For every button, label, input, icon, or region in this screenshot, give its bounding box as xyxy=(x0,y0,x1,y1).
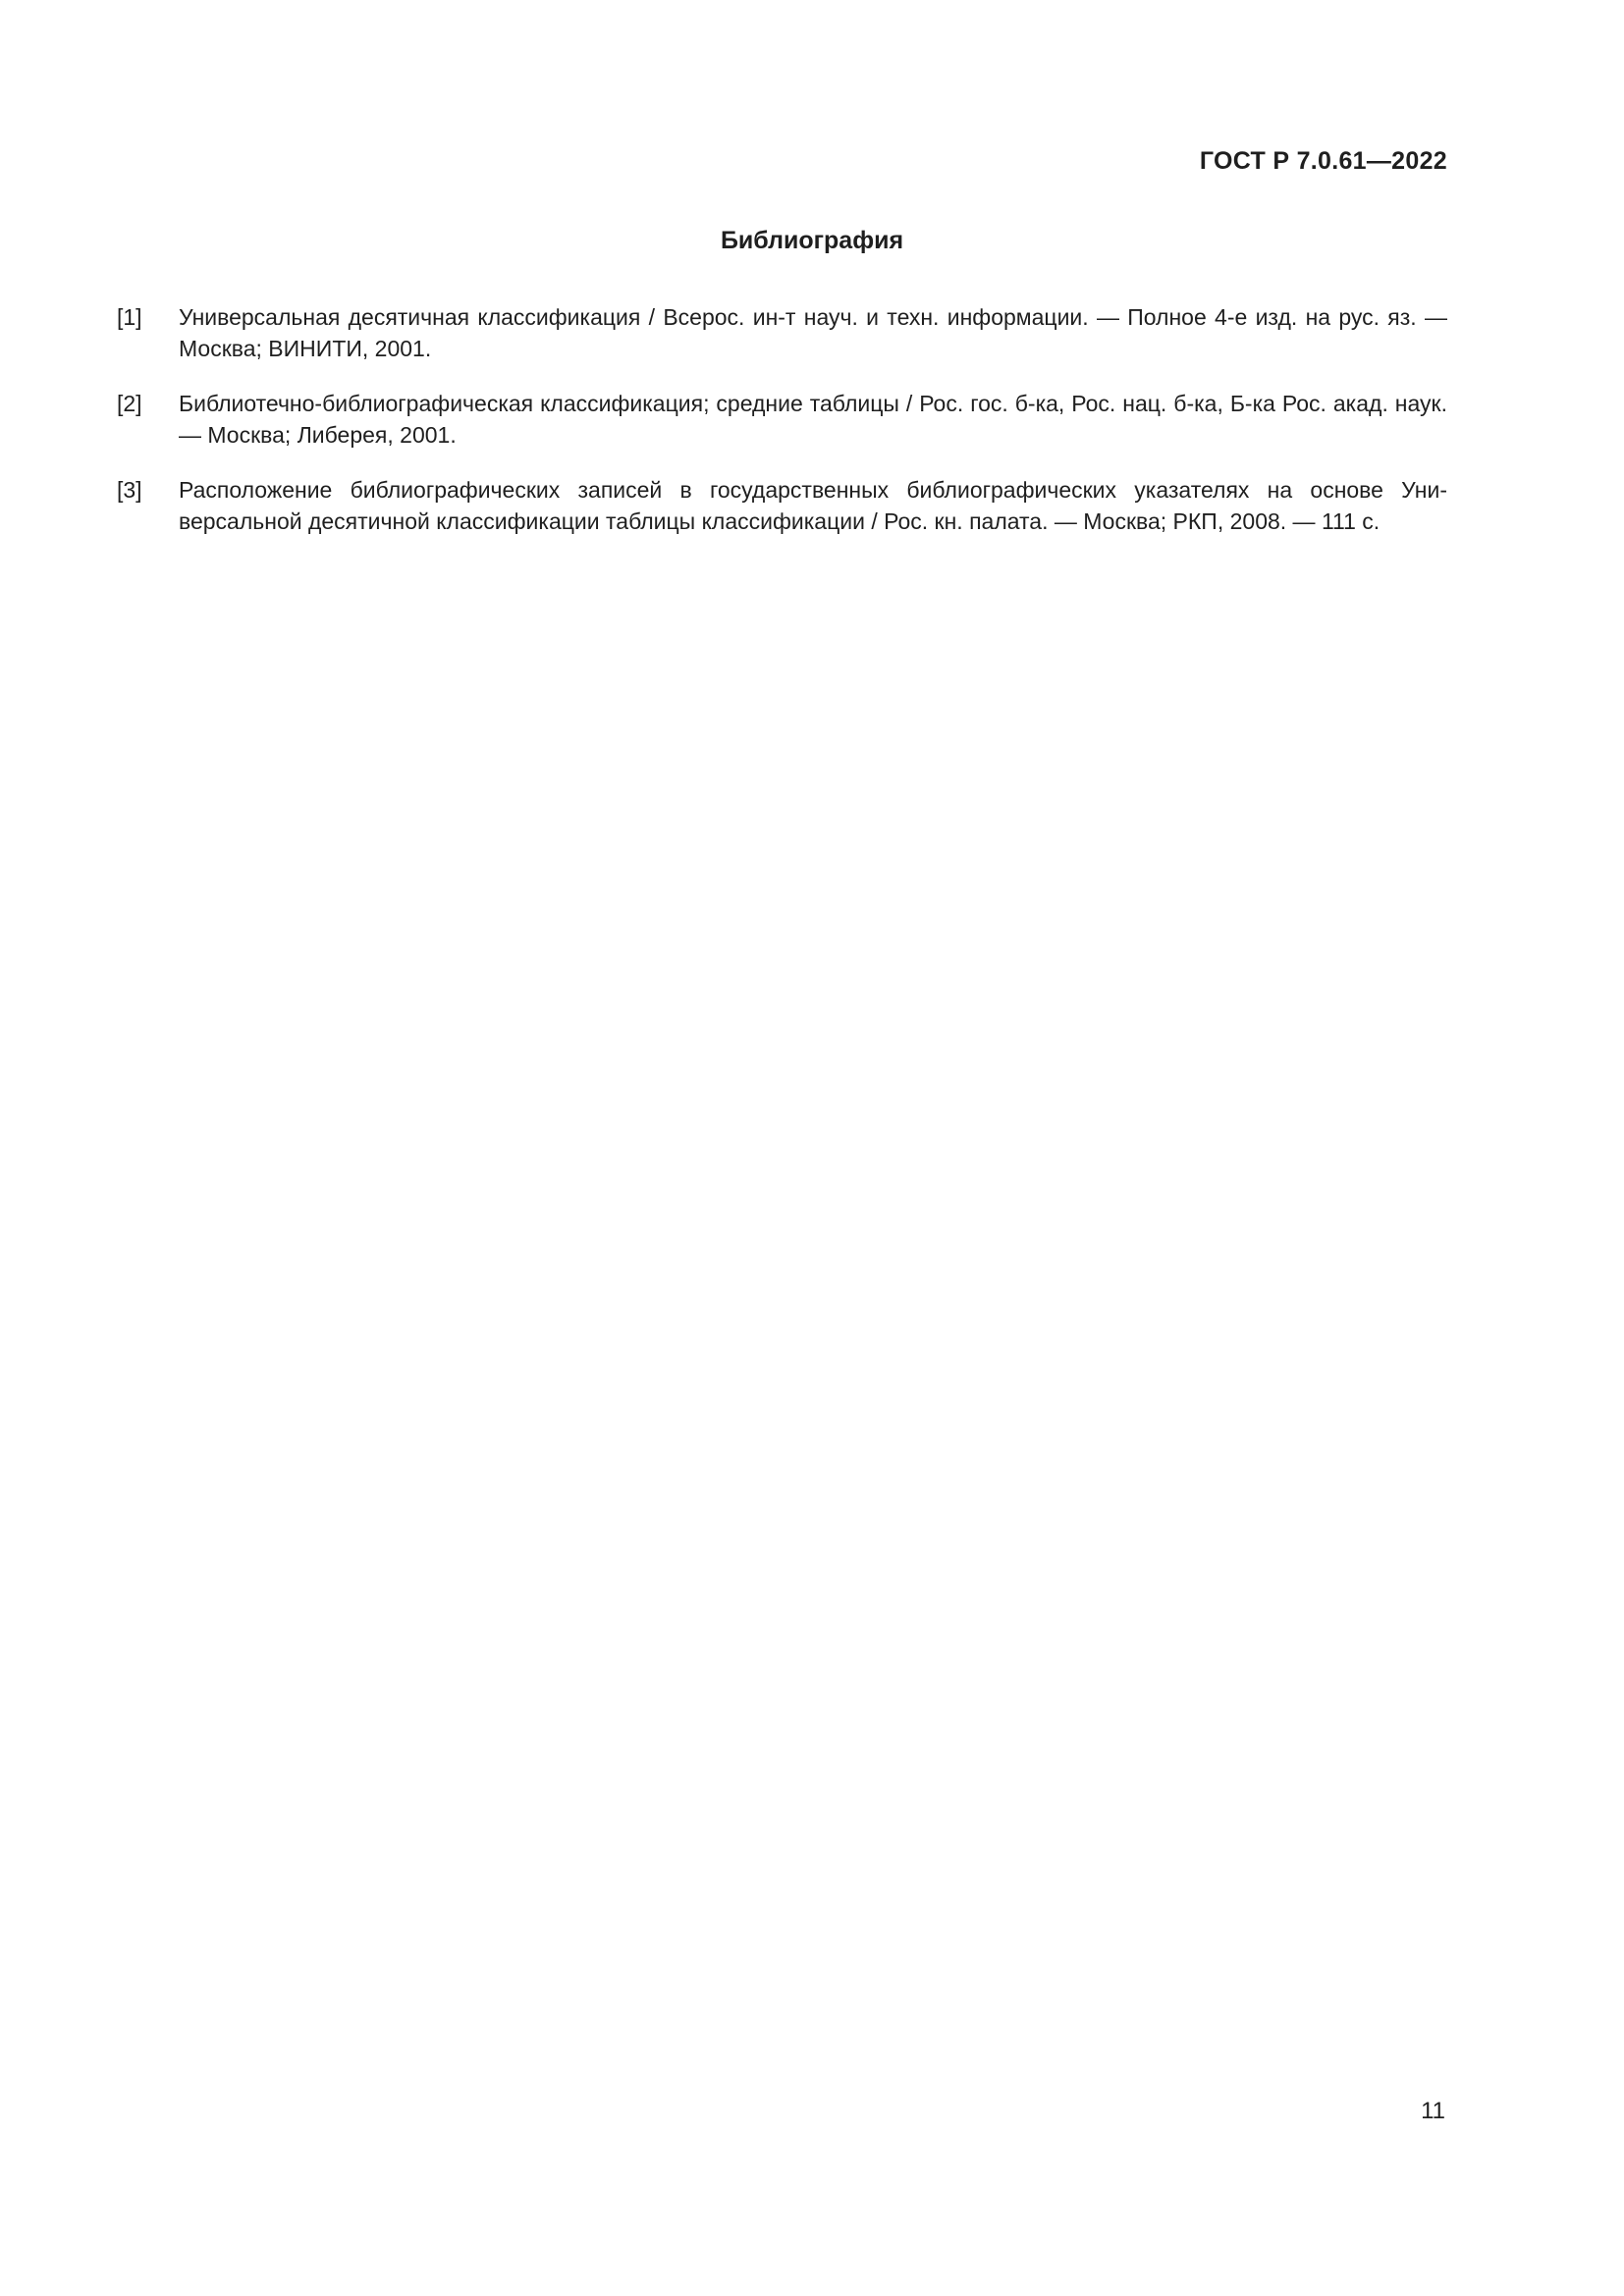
bibliography-entry-number: [3] xyxy=(117,477,142,503)
bibliography-entry xyxy=(117,388,1447,451)
bibliography-entry xyxy=(117,301,1447,364)
bibliography-list xyxy=(117,301,1447,561)
page-number: 11 xyxy=(1421,2098,1445,2124)
bibliography-entry-text: Расположение библиографических записей в государственных библиографических указателях на основе Универсальной десятичной классификации таблицы классификации / Рос. кн. палата. — Москва; РКП, 2008. — 111 с. xyxy=(179,477,1447,534)
standard-code-header: ГОСТ Р 7.0.61—2022 xyxy=(1199,147,1447,175)
bibliography-entry-text: Библиотечно-библиографическая классификация; средние таблицы / Рос. гос. б-ка, Рос. нац. б-ка, Б-ка Рос. акад. наук. — Москва; Либерея, 2001. xyxy=(179,391,1447,448)
bibliography-entry-number: [2] xyxy=(117,391,142,416)
bibliography-entry-number: [1] xyxy=(117,304,142,330)
bibliography-entry-text: Универсальная десятичная классификация / Всерос. ин-т науч. и техн. информации. — Полное 4-е изд. на рус. яз. — Москва; ВИНИТИ, 2001. xyxy=(179,304,1447,361)
bibliography-entry xyxy=(117,474,1447,537)
section-title: Библиография xyxy=(720,227,904,254)
